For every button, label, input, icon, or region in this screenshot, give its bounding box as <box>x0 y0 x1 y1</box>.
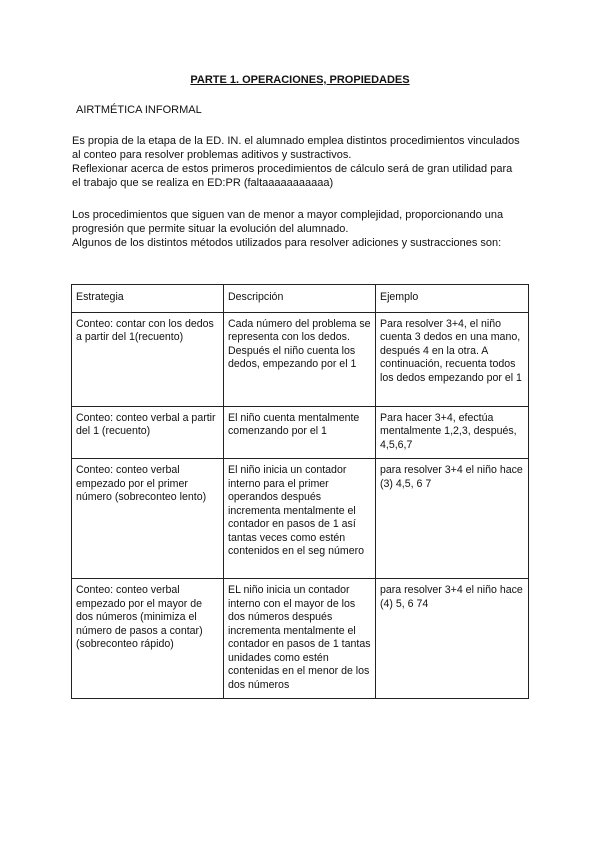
header-estrategia: Estrategia <box>72 285 224 313</box>
cell-ejemplo: Para resolver 3+4, el niño cuenta 3 dedos en una mano, después 4 en la otra. A continuación, recuenta todos los dedos empezando por el 1 <box>376 312 529 406</box>
table-row <box>72 406 529 459</box>
table-header-row <box>72 285 529 313</box>
table-row <box>72 459 529 579</box>
paragraph-line: Los procedimientos que siguen van de menor a mayor complejidad, proporcionando una <box>72 209 504 221</box>
paragraph-line: progresión que permite situar la evolución del alumnado. <box>72 223 349 235</box>
cell-descripcion: EL niño inicia un contador interno con el mayor de los dos números después incrementa mentalmente el contador en pasos de 1 tantas unidades como estén contenidas en el menor de los dos números <box>224 579 376 699</box>
cell-descripcion: El niño inicia un contador interno para el primer operandos después incrementa mentalmente el contador en pasos de 1 así tantas veces como estén contenidos en el seg número <box>224 459 376 579</box>
paragraph-line: Reflexionar acerca de estos primeros procedimientos de cálculo será de gran utilidad para <box>72 163 513 175</box>
page-title: PARTE 1. OPERACIONES, PROPIEDADES <box>190 74 410 86</box>
paragraph-line: Algunos de los distintos métodos utilizados para resolver adiciones y sustracciones son: <box>72 237 502 249</box>
section-heading: AIRTMÉTICA INFORMAL <box>76 104 202 116</box>
paragraph-line: al conteo para resolver problemas aditivos y sustractivos. <box>72 149 352 161</box>
cell-ejemplo: para resolver 3+4 el niño hace (4) 5, 6 74 <box>376 579 529 699</box>
procedures-paragraph <box>72 208 542 250</box>
cell-estrategia: Conteo: conteo verbal a partir del 1 (recuento) <box>72 406 224 459</box>
cell-estrategia: Conteo: conteo verbal empezado por el primer número (sobreconteo lento) <box>72 459 224 579</box>
table-row <box>72 312 529 406</box>
cell-ejemplo: Para hacer 3+4, efectúa mentalmente 1,2,3, después, 4,5,6,7 <box>376 406 529 459</box>
table-row <box>72 579 529 699</box>
cell-ejemplo: para resolver 3+4 el niño hace (3) 4,5, 6 7 <box>376 459 529 579</box>
strategies-table <box>71 284 529 699</box>
paragraph-line: Es propia de la etapa de la ED. IN. el alumnado emplea distintos procedimientos vinculados <box>72 135 520 147</box>
cell-estrategia: Conteo: contar con los dedos a partir del 1(recuento) <box>72 312 224 406</box>
cell-descripcion: El niño cuenta mentalmente comenzando por el 1 <box>224 406 376 459</box>
paragraph-line: el trabajo que se realiza en ED:PR (faltaaaaaaaaaaa) <box>72 177 334 189</box>
header-ejemplo: Ejemplo <box>376 285 529 313</box>
cell-descripcion: Cada número del problema se representa con los dedos. Después el niño cuenta los dedos, empezando por el 1 <box>224 312 376 406</box>
intro-paragraph <box>72 134 542 190</box>
cell-estrategia: Conteo: conteo verbal empezado por el mayor de dos números (minimiza el número de pasos a contar) (sobreconteo rápido) <box>72 579 224 699</box>
header-descripcion: Descripción <box>224 285 376 313</box>
